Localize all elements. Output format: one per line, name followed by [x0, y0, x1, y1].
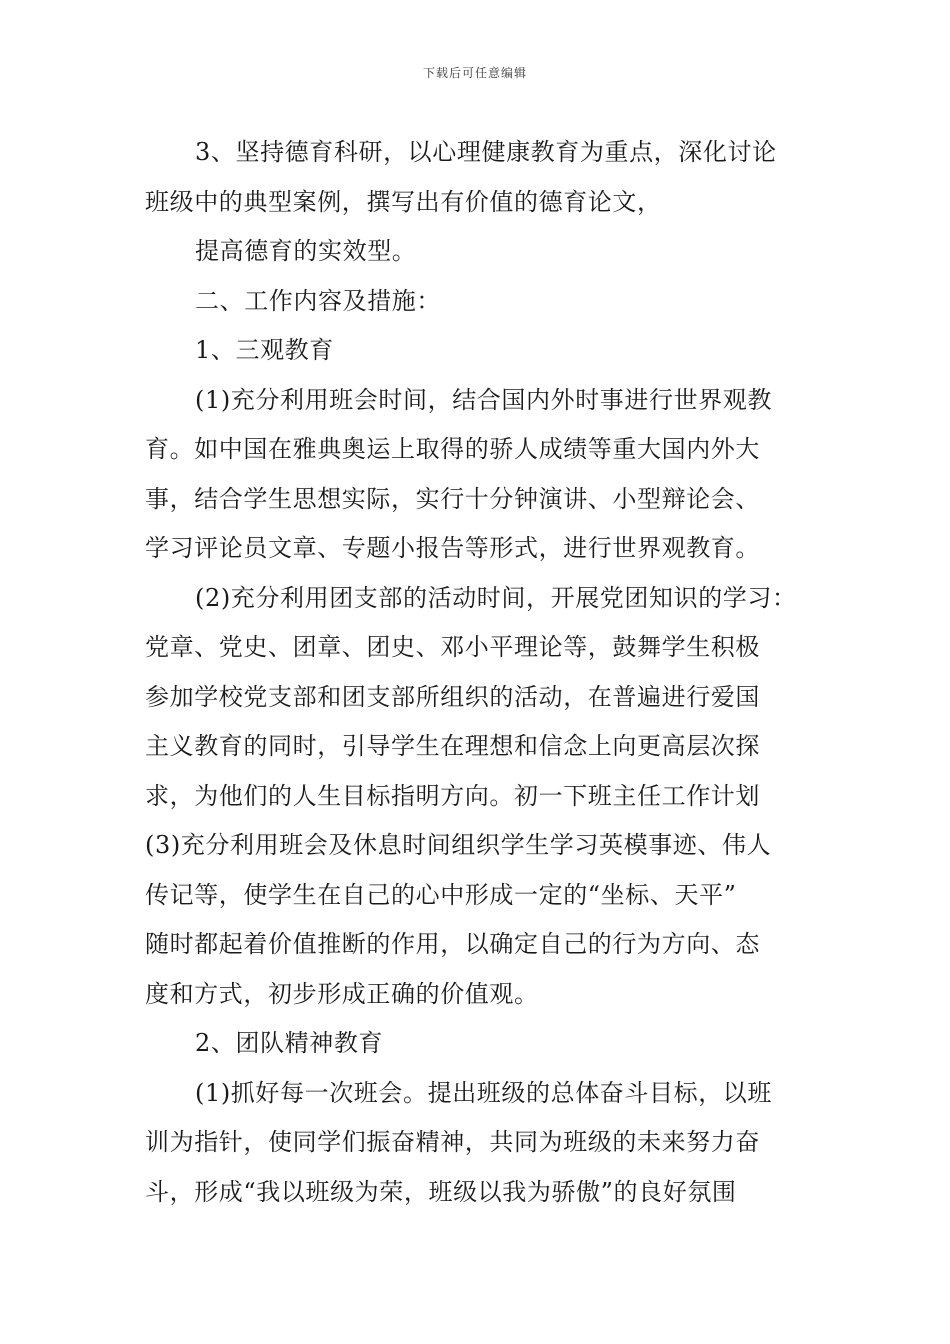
body-line: 3、坚持德育科研，以心理健康教育为重点，深化讨论 — [195, 138, 777, 166]
body-line: 度和方式，初步形成正确的价值观。 — [145, 979, 539, 1008]
body-line: 传记等，使学生在自己的心中形成一定的“坐标、天平” — [145, 880, 737, 909]
body-line: (1)抓好每一次班会。提出班级的总体奋斗目标，以班 — [195, 1078, 772, 1107]
body-line: 随时都起着价值推断的作用，以确定自己的行为方向、态 — [145, 930, 760, 958]
body-line: (3)充分利用班会及休息时间组织学生学习英模事迹、伟人 — [145, 831, 772, 859]
body-line: 党章、党史、团章、团史、邓小平理论等，鼓舞学生积极 — [145, 633, 760, 661]
body-line: 求，为他们的人生目标指明方向。初一下班主任工作计划 — [145, 781, 760, 810]
subsection-heading: 1、三观教育 — [195, 336, 334, 364]
body-line: 主义教育的同时，引导学生在理想和信念上向更高层次探 — [145, 732, 760, 760]
body-line: 学习评论员文章、专题小报告等形式，进行世界观教育。 — [145, 534, 760, 562]
body-line: 参加学校党支部和团支部所组织的活动，在普遍进行爱国 — [145, 682, 760, 711]
body-line: (2)充分利用团支部的活动时间，开展党团知识的学习： — [195, 583, 797, 612]
body-line: 育。如中国在雅典奥运上取得的骄人成绩等重大国内外大 — [145, 435, 760, 463]
body-line: 事，结合学生思想实际，实行十分钟演讲、小型辩论会、 — [145, 484, 760, 513]
body-line: 斗，形成“我以班级为荣，班级以我为骄傲”的良好氛围 — [145, 1177, 737, 1206]
subsection-heading: 2、团队精神教育 — [195, 1029, 384, 1057]
download-note: 下载后可任意编辑 — [422, 66, 527, 80]
section-heading: 二、工作内容及措施： — [195, 286, 441, 315]
body-line: 训为指针，使同学们振奋精神，共同为班级的未来努力奋 — [145, 1128, 760, 1156]
document-body — [145, 128, 815, 1217]
body-line: 班级中的典型案例，撰写出有价值的德育论文， — [145, 187, 662, 216]
body-line: 提高德育的实效型。 — [195, 237, 417, 265]
body-line: (1)充分利用班会时间，结合国内外时事进行世界观教 — [195, 385, 772, 414]
